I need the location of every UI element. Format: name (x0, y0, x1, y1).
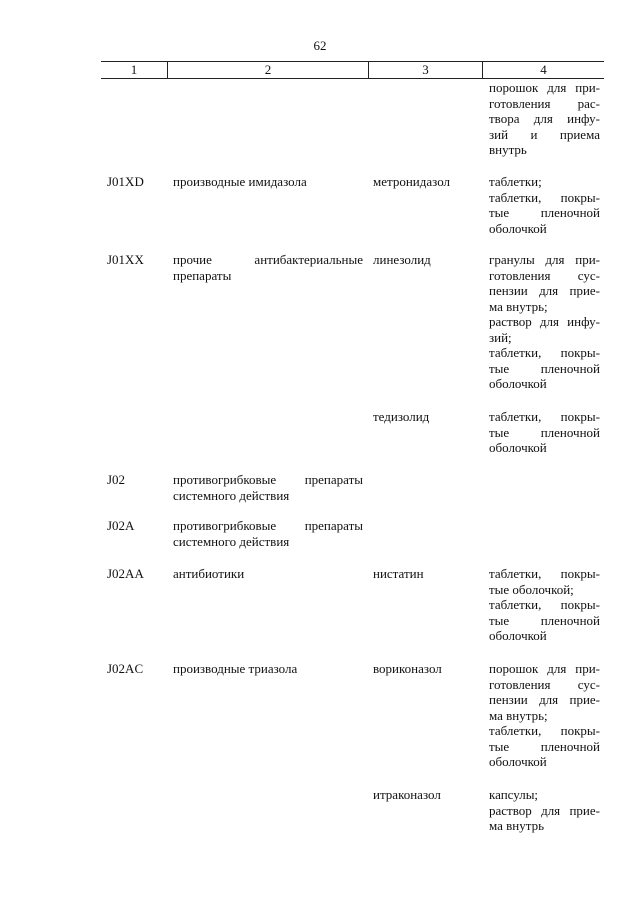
dosage-forms (489, 566, 600, 644)
atc-code: J02AA (107, 566, 144, 581)
anatomical-therapeutic-group: противогрибковые препараты системного действия (173, 518, 363, 549)
dosage-form-line: твора для инфу- (489, 111, 600, 126)
dosage-form-line: таблетки, покры- (489, 723, 600, 738)
drug-name: тедизолид (373, 409, 430, 424)
dosage-forms (489, 409, 600, 456)
dosage-form-line: гранулы для при- (489, 252, 600, 267)
dosage-form-line: ма внутрь; (489, 298, 548, 314)
table-header (101, 61, 604, 79)
anatomical-therapeutic-group: производные триазола (173, 661, 298, 676)
dosage-form-line: зий и приема (489, 126, 600, 142)
dosage-form-line: порошок для при- (489, 80, 600, 95)
dosage-forms (489, 787, 600, 834)
column-header-4: 4 (482, 62, 604, 78)
column-header-1: 1 (130, 62, 138, 77)
dosage-form-line: внутрь (489, 142, 527, 157)
dosage-form-line: ма внутрь; (489, 707, 548, 723)
dosage-form-line: таблетки, покры- (489, 597, 600, 612)
dosage-form-line: порошок для при- (489, 661, 600, 676)
dosage-form-line: готовления сус- (489, 676, 600, 692)
atc-code: J01XX (107, 252, 144, 267)
dosage-forms (489, 252, 600, 392)
dosage-form-line: таблетки; (489, 174, 542, 189)
dosage-form-line: тые пленочной (489, 738, 600, 754)
dosage-form-line: тые пленочной (489, 612, 600, 628)
dosage-form-line: оболочкой (489, 440, 547, 455)
column-header-2: 2 (167, 62, 368, 78)
dosage-form-line: тые пленочной (489, 360, 600, 376)
atc-code: J02 (107, 472, 126, 487)
dosage-form-line: зий; (489, 329, 512, 345)
anatomical-therapeutic-group: прочие антибактериальные препараты (173, 252, 363, 283)
drug-name: линезолид (373, 252, 431, 267)
dosage-form-line: таблетки, покры- (489, 189, 600, 205)
drug-name: нистатин (373, 566, 424, 581)
dosage-form-line: оболочкой (489, 628, 547, 643)
dosage-form-line: оболочкой (489, 754, 547, 769)
dosage-form-line: пензии для прие- (489, 283, 600, 298)
page-number: 62 (313, 38, 327, 53)
atc-code: J02A (107, 518, 135, 533)
dosage-form-line: таблетки, покры- (489, 566, 600, 581)
dosage-forms (489, 174, 600, 236)
drug-name: итраконазол (373, 787, 441, 802)
dosage-form-line: капсулы; (489, 787, 539, 802)
drug-name: вориконазол (373, 661, 442, 676)
column-header-3: 3 (368, 62, 482, 78)
dosage-form-line: готовления сус- (489, 267, 600, 283)
anatomical-therapeutic-group: антибиотики (173, 566, 245, 581)
atc-code: J02AC (107, 661, 144, 676)
drug-name: метронидазол (373, 174, 451, 189)
anatomical-therapeutic-group: производные имидазола (173, 174, 307, 189)
dosage-form-line: таблетки, покры- (489, 345, 600, 360)
dosage-form-line: тые оболочкой; (489, 581, 574, 597)
dosage-form-line: раствор для инфу- (489, 314, 600, 329)
atc-code: J01XD (107, 174, 144, 189)
dosage-form-line: таблетки, покры- (489, 409, 600, 424)
dosage-form-line: оболочкой (489, 376, 547, 391)
dosage-form-line: тые пленочной (489, 424, 600, 440)
dosage-forms (489, 80, 600, 158)
dosage-form-line: оболочкой (489, 220, 547, 236)
dosage-form-line: ма внутрь (489, 818, 545, 833)
dosage-form-line: пензии для прие- (489, 692, 600, 707)
dosage-form-line: раствор для прие- (489, 802, 600, 818)
dosage-form-line: готовления рас- (489, 95, 600, 111)
dosage-forms (489, 661, 600, 770)
anatomical-therapeutic-group: противогрибковые препараты системного действия (173, 472, 363, 503)
dosage-form-line: тые пленочной (489, 205, 600, 220)
